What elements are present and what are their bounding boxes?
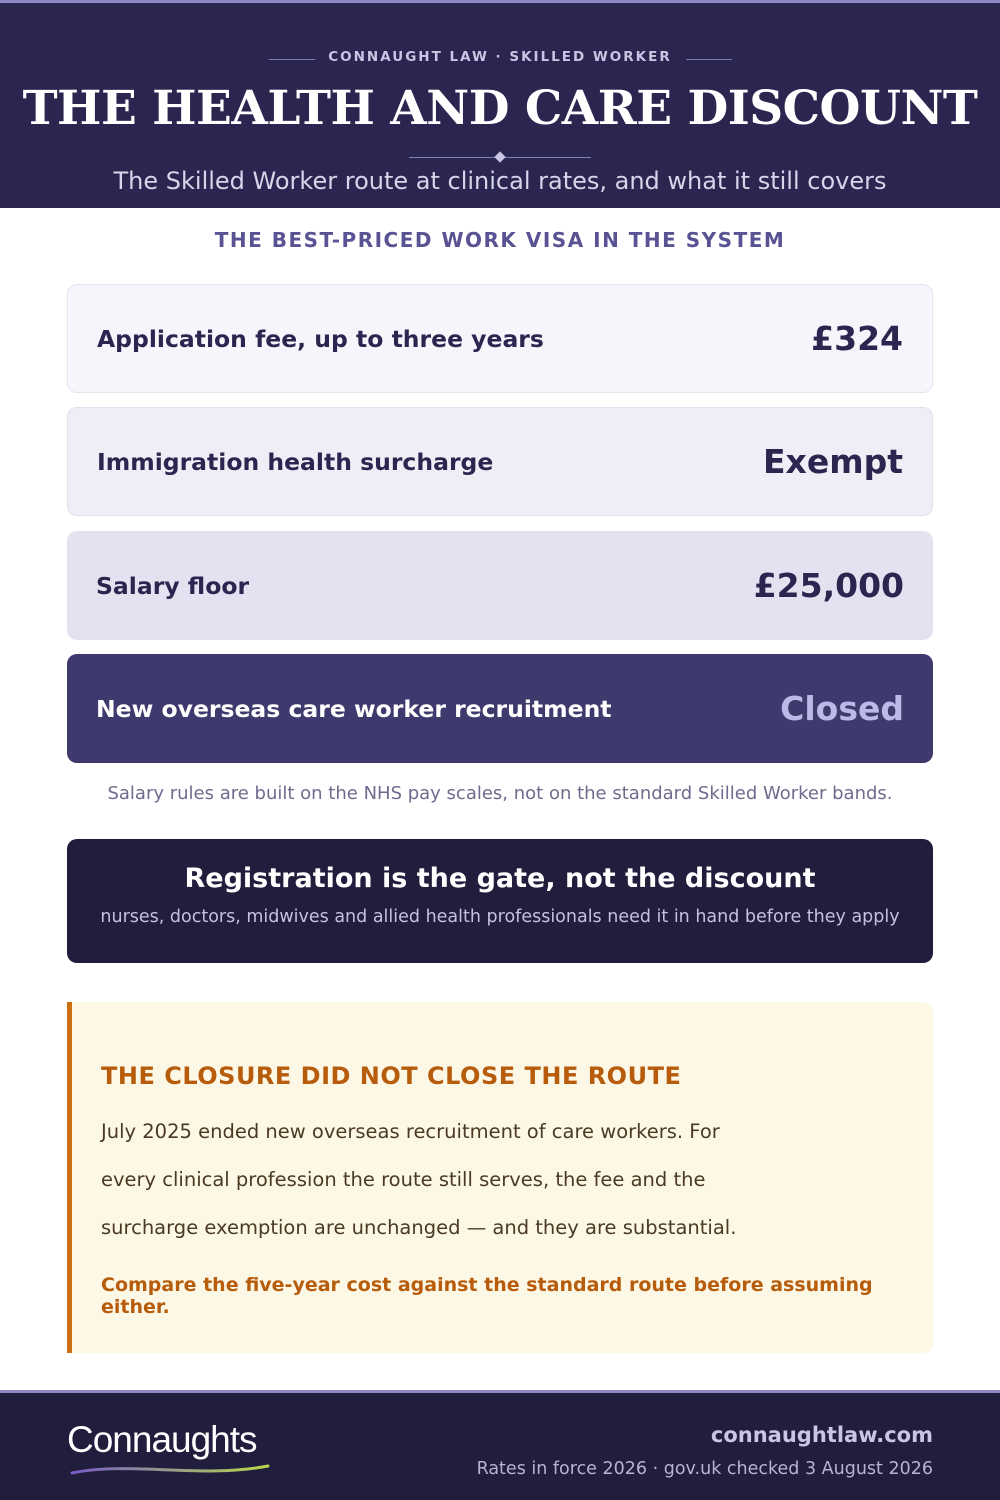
salary-row	[67, 531, 933, 640]
salary-value: £25,000	[753, 566, 904, 605]
rates-note: Rates in force 2026 · gov.uk checked 3 August 2026	[476, 1459, 933, 1479]
closure-callout	[67, 1002, 933, 1353]
surcharge-value: Exempt	[763, 442, 903, 481]
registration-title: Registration is the gate, not the discount	[184, 863, 816, 894]
section-label: THE BEST-PRICED WORK VISA IN THE SYSTEM	[214, 228, 786, 252]
callout-line: surcharge exemption are unchanged — and they are substantial.	[101, 1216, 737, 1239]
page-subtitle: The Skilled Worker route at clinical rates, and what it still covers	[113, 167, 887, 195]
eyebrow-rule-right	[686, 59, 732, 60]
diamond-icon	[494, 151, 505, 162]
registration-subtitle: nurses, doctors, midwives and allied health professionals need it in hand before they apply	[100, 907, 900, 927]
callout-line: July 2025 ended new overseas recruitment of care workers. For	[101, 1120, 720, 1143]
salary-note: Salary rules are built on the NHS pay scales, not on the standard Skilled Worker bands.	[107, 783, 893, 804]
recruitment-value: Closed	[780, 689, 904, 728]
callout-emphasis: Compare the five-year cost against the standard route before assuming either.	[101, 1274, 873, 1318]
fee-label: Application fee, up to three years	[97, 324, 544, 353]
fee-row	[67, 284, 933, 393]
surcharge-row	[67, 407, 933, 516]
brand-logo: Connaughts	[67, 1419, 257, 1460]
page-title: THE HEALTH AND CARE DISCOUNT	[22, 81, 978, 136]
footer	[0, 1390, 1000, 1500]
salary-label: Salary floor	[96, 571, 250, 600]
logo-swoosh-icon	[70, 1463, 270, 1477]
eyebrow: CONNAUGHT LAW · SKILLED WORKER	[328, 49, 672, 65]
registration-panel	[67, 839, 933, 963]
header	[0, 0, 1000, 208]
callout-title: THE CLOSURE DID NOT CLOSE THE ROUTE	[101, 1062, 682, 1090]
callout-body	[101, 1108, 751, 1252]
surcharge-label: Immigration health surcharge	[97, 447, 494, 476]
fee-value: £324	[811, 319, 903, 358]
recruitment-row	[67, 654, 933, 763]
recruitment-label: New overseas care worker recruitment	[96, 694, 612, 723]
callout-line: every clinical profession the route still serves, the fee and the	[101, 1168, 706, 1191]
website-link[interactable]: connaughtlaw.com	[710, 1423, 933, 1447]
